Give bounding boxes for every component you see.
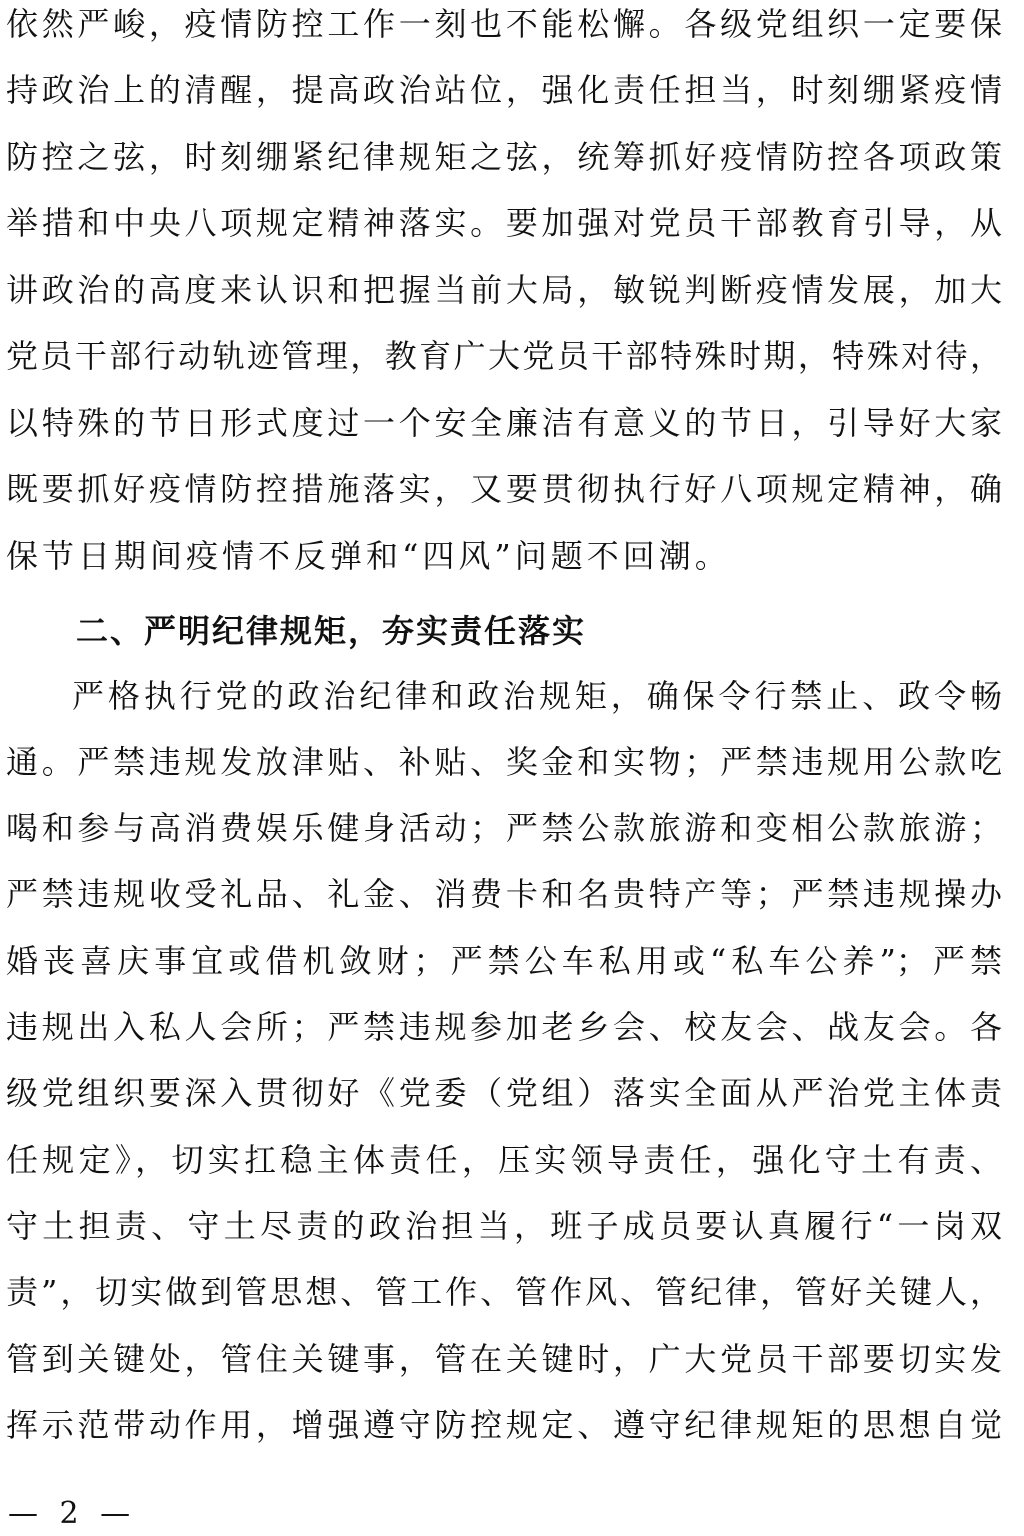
text-line: 持政治上的清醒，提高政治站位，强化责任担当，时刻绷紧疫情 <box>6 71 1002 109</box>
text-line: 依然严峻，疫情防控工作一刻也不能松懈。各级党组织一定要保 <box>6 5 1002 43</box>
text-line: 保节日期间疫情不反弹和“四风”问题不回潮。 <box>6 537 731 575</box>
text-line: 讲政治的高度来认识和把握当前大局，敏锐判断疫情发展，加大 <box>6 271 1002 309</box>
text-line: 党员干部行动轨迹管理，教育广大党员干部特殊时期，特殊对待， <box>6 337 1002 375</box>
page-number: — 2 — <box>8 1496 137 1531</box>
text-line: 级党组织要深入贯彻好《党委（党组）落实全面从严治党主体责 <box>6 1074 1002 1112</box>
section-heading: 二、严明纪律规矩，夯实责任落实 <box>76 612 587 650</box>
text-line: 严禁违规收受礼品、礼金、消费卡和名贵特产等；严禁违规操办 <box>6 875 1002 913</box>
text-line: 以特殊的节日形式度过一个安全廉洁有意义的节日，引导好大家 <box>6 404 1002 442</box>
text-line: 举措和中央八项规定精神落实。要加强对党员干部教育引导，从 <box>6 204 1002 242</box>
text-line: 挥示范带动作用，增强遵守防控规定、遵守纪律规矩的思想自觉 <box>6 1406 1002 1444</box>
text-line: 任规定》，切实扛稳主体责任，压实领导责任，强化守土有责、 <box>6 1141 1002 1179</box>
text-line: 婚丧喜庆事宜或借机敛财；严禁公车私用或“私车公养”；严禁 <box>6 942 1002 980</box>
text-line: 守土担责、守土尽责的政治担当，班子成员要认真履行“一岗双 <box>6 1207 1002 1245</box>
text-line: 喝和参与高消费娱乐健身活动；严禁公款旅游和变相公款旅游； <box>6 809 1002 847</box>
text-line: 通。严禁违规发放津贴、补贴、奖金和实物；严禁违规用公款吃 <box>6 743 1002 781</box>
text-line: 防控之弦，时刻绷紧纪律规矩之弦，统筹抓好疫情防控各项政策 <box>6 138 1002 176</box>
text-line: 既要抓好疫情防控措施落实，又要贯彻执行好八项规定精神，确 <box>6 470 1002 508</box>
text-line: 违规出入私人会所；严禁违规参加老乡会、校友会、战友会。各 <box>6 1008 1002 1046</box>
text-line: 管到关键处，管住关键事，管在关键时，广大党员干部要切实发 <box>6 1340 1002 1378</box>
text-line: 责”，切实做到管思想、管工作、管作风、管纪律，管好关键人， <box>6 1273 1002 1311</box>
text-line: 严格执行党的政治纪律和政治规矩，确保令行禁止、政令畅 <box>72 677 1002 715</box>
